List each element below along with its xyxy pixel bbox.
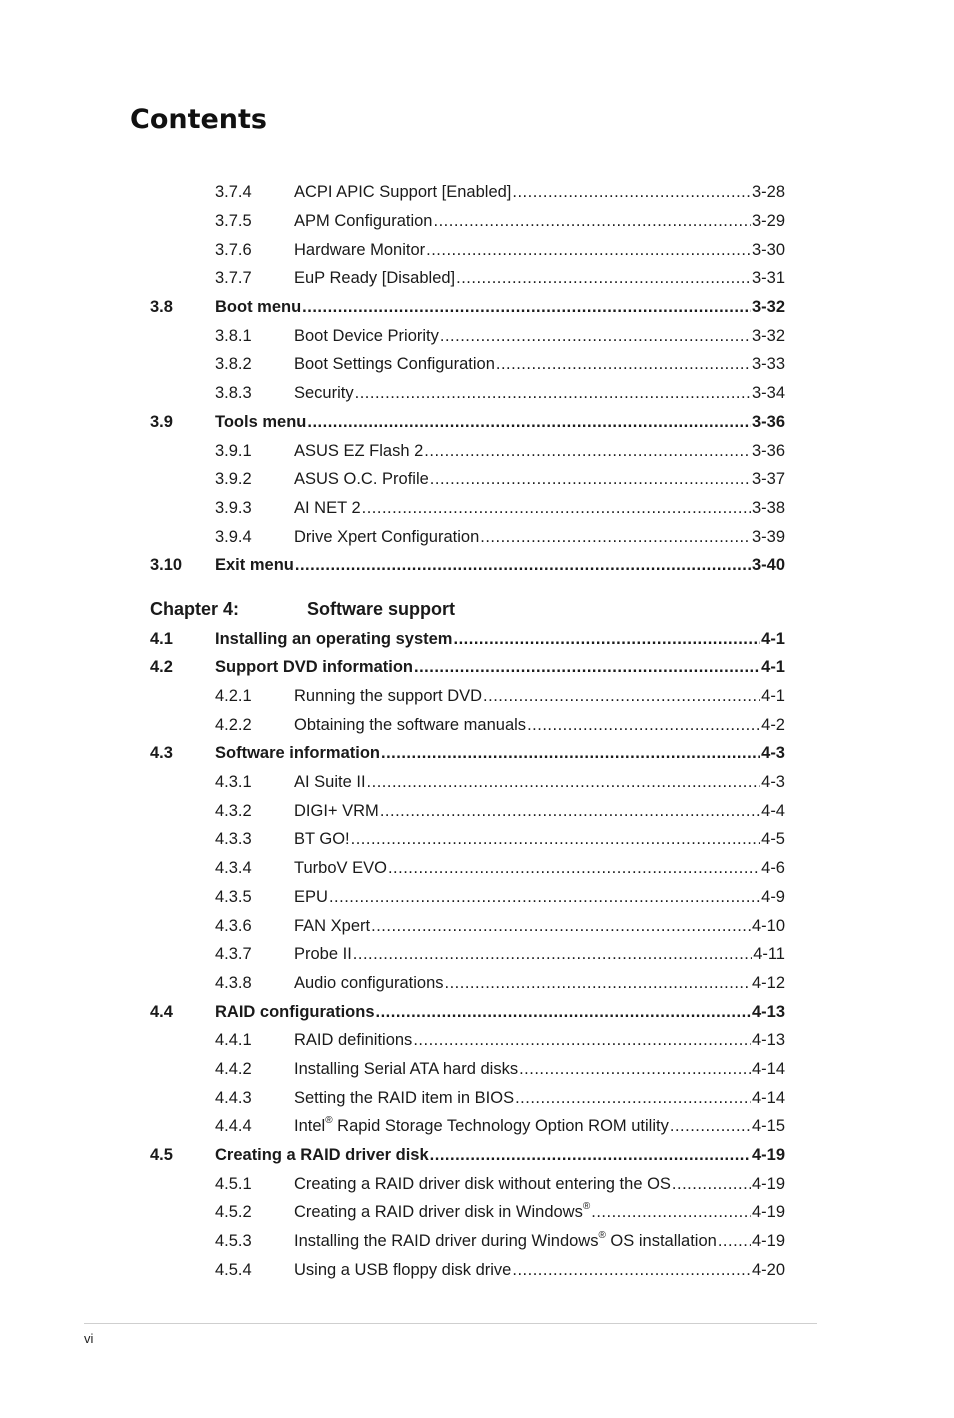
toc-entry-number: 4.3.5 [215, 888, 252, 906]
toc-entry-page: 4-6 [761, 859, 785, 877]
footer-divider [84, 1323, 817, 1324]
toc-entry-title: ASUS EZ Flash 2 [294, 442, 424, 460]
toc-entry-title-part: Intel [294, 1117, 326, 1135]
toc-entry-number: 4.3.2 [215, 802, 252, 820]
toc-section-number: 4.1 [150, 630, 173, 648]
registered-mark: ® [582, 1200, 591, 1212]
toc-section[interactable] [150, 742, 785, 764]
toc-entry-page: 3-32 [751, 327, 785, 345]
toc-section-number: 4.2 [150, 658, 173, 676]
toc-section[interactable] [150, 296, 785, 318]
toc-section-page: 3-32 [751, 298, 785, 316]
dot-leader [381, 742, 760, 764]
toc-entry[interactable] [215, 828, 785, 850]
toc-entry-title: AI Suite II [294, 773, 366, 791]
dot-leader [430, 1144, 751, 1166]
toc-entry-title: Obtaining the software manuals [294, 716, 527, 734]
toc-entry-number: 3.9.1 [215, 442, 252, 460]
toc-entry[interactable] [215, 886, 785, 908]
toc-entry-title: BT GO! [294, 830, 350, 848]
toc-entry-number: 4.3.1 [215, 773, 252, 791]
toc-entry-number: 4.3.6 [215, 917, 252, 935]
toc-entry-title: Drive Xpert Configuration [294, 528, 480, 546]
dot-leader [307, 411, 751, 433]
toc-entry-title: Running the support DVD [294, 687, 483, 705]
toc-entry-title: AI NET 2 [294, 499, 361, 517]
toc-entry-number: 3.9.2 [215, 470, 252, 488]
footer-page-number: vi [84, 1331, 94, 1346]
toc-section-number: 3.8 [150, 298, 173, 316]
toc-entry-number: 3.7.4 [215, 183, 252, 201]
dot-leader [453, 628, 760, 650]
toc-entry-title: Boot Settings Configuration [294, 355, 495, 373]
toc-entry-page: 4-9 [761, 888, 785, 906]
toc-entry-page: 4-20 [751, 1261, 785, 1279]
toc-section-page: 4-1 [761, 658, 785, 676]
dot-leader [426, 239, 751, 261]
toc-entry-page: 4-1 [761, 687, 785, 705]
toc-entry-page: 4-14 [751, 1060, 785, 1078]
toc-section-title: Tools menu [215, 413, 307, 431]
toc-entry-number: 4.4.3 [215, 1089, 252, 1107]
dot-leader [424, 440, 751, 462]
toc-entry[interactable] [215, 1115, 785, 1137]
toc-entry-number: 3.7.6 [215, 241, 252, 259]
toc-section-number: 4.4 [150, 1003, 173, 1021]
dot-leader [456, 267, 751, 289]
dot-leader [353, 943, 752, 965]
toc-entry[interactable] [215, 440, 785, 462]
toc-section-page: 4-13 [751, 1003, 785, 1021]
toc-section-number: 3.10 [150, 556, 183, 574]
chapter-heading[interactable] [150, 597, 455, 621]
toc-entry-page: 3-29 [751, 212, 785, 230]
toc-entry[interactable] [215, 943, 785, 965]
toc-entry[interactable] [215, 325, 785, 347]
toc-entry-number: 3.8.2 [215, 355, 252, 373]
dot-leader [434, 210, 751, 232]
toc-entry-title: Audio configurations [294, 974, 444, 992]
toc-entry-title: EPU [294, 888, 328, 906]
toc-entry-page: 4-10 [751, 917, 785, 935]
toc-entry[interactable] [215, 972, 785, 994]
toc-entry[interactable] [215, 353, 785, 375]
dot-leader [527, 714, 760, 736]
toc-entry-page: 4-19 [751, 1232, 785, 1250]
dot-leader [371, 915, 751, 937]
toc-entry-number: 4.5.1 [215, 1175, 252, 1193]
dot-leader [672, 1173, 751, 1195]
dot-leader [480, 526, 751, 548]
dot-leader [519, 1058, 751, 1080]
toc-entry-number: 4.5.3 [215, 1232, 252, 1250]
toc-section-title: Installing an operating system [215, 630, 453, 648]
toc-entry[interactable] [215, 685, 785, 707]
toc-section[interactable] [150, 411, 785, 433]
toc-entry-page: 4-2 [761, 716, 785, 734]
toc-entry-number: 4.3.8 [215, 974, 252, 992]
dot-leader [430, 468, 751, 490]
page-title: Contents [130, 104, 268, 135]
toc-entry-page: 4-19 [751, 1203, 785, 1221]
toc-entry-title: ASUS O.C. Profile [294, 470, 429, 488]
dot-leader [414, 656, 760, 678]
toc-section[interactable] [150, 656, 785, 678]
toc-entry-title: DIGI+ VRM [294, 802, 379, 820]
toc-entry-title-part: Creating a RAID driver disk in Windows [294, 1203, 583, 1221]
dot-leader [367, 771, 761, 793]
toc-entry-page: 4-4 [761, 802, 785, 820]
toc-entry[interactable] [215, 800, 785, 822]
dot-leader [302, 296, 751, 318]
toc-entry-number: 4.3.3 [215, 830, 252, 848]
toc-entry-title: TurboV EVO [294, 859, 387, 877]
registered-mark: ® [598, 1229, 606, 1241]
toc-entry-page: 3-30 [751, 241, 785, 259]
toc-entry-page: 3-37 [751, 470, 785, 488]
toc-entry[interactable] [215, 210, 785, 232]
toc-entry-title: Installing Serial ATA hard disks [294, 1060, 519, 1078]
toc-section[interactable] [150, 1001, 785, 1023]
toc-section-number: 4.3 [150, 744, 173, 762]
toc-entry[interactable] [215, 267, 785, 289]
toc-entry-page: 3-39 [751, 528, 785, 546]
toc-entry-page: 4-15 [751, 1117, 785, 1135]
chapter-number: Chapter 4: [150, 599, 240, 619]
toc-entry-page: 4-12 [751, 974, 785, 992]
toc-entry-title [294, 1230, 717, 1252]
dot-leader [388, 857, 760, 879]
toc-entry-number: 3.8.1 [215, 327, 252, 345]
toc-entry-title: Hardware Monitor [294, 241, 426, 259]
toc-entry-page: 3-34 [751, 384, 785, 402]
dot-leader [362, 497, 751, 519]
toc-entry[interactable] [215, 915, 785, 937]
toc-entry[interactable] [215, 714, 785, 736]
toc-section-page: 3-36 [751, 413, 785, 431]
toc-entry[interactable] [215, 1058, 785, 1080]
toc-entry-title: EuP Ready [Disabled] [294, 269, 456, 287]
toc-entry-title: Probe II [294, 945, 352, 963]
toc-entry[interactable] [215, 1230, 785, 1252]
toc-entry-page: 3-38 [751, 499, 785, 517]
dot-leader [496, 353, 751, 375]
toc-entry[interactable] [215, 526, 785, 548]
toc-section-title: Exit menu [215, 556, 294, 574]
toc-entry-title: FAN Xpert [294, 917, 371, 935]
toc-entry-number: 4.4.1 [215, 1031, 252, 1049]
toc-entry[interactable] [215, 468, 785, 490]
toc-entry-number: 4.3.4 [215, 859, 252, 877]
dot-leader [512, 181, 751, 203]
toc-section-page: 4-3 [761, 744, 785, 762]
dot-leader [670, 1115, 751, 1137]
toc-section-title: Creating a RAID driver disk [215, 1146, 429, 1164]
toc-entry-number: 4.2.1 [215, 687, 252, 705]
toc-section[interactable] [150, 628, 785, 650]
toc-entry-title-part: Rapid Storage Technology Option ROM utility [332, 1117, 669, 1135]
dot-leader [413, 1029, 751, 1051]
toc-section-page: 4-19 [751, 1146, 785, 1164]
toc-entry-title [294, 1201, 590, 1223]
toc-section-page: 3-40 [751, 556, 785, 574]
toc-entry[interactable] [215, 1259, 785, 1281]
dot-leader [445, 972, 751, 994]
toc-section-title: RAID configurations [215, 1003, 375, 1021]
toc-entry-number: 4.4.4 [215, 1117, 252, 1135]
toc-entry-number: 4.3.7 [215, 945, 252, 963]
dot-leader [515, 1087, 751, 1109]
dot-leader [329, 886, 760, 908]
toc-entry-page: 4-11 [753, 945, 785, 963]
toc-entry[interactable] [215, 771, 785, 793]
toc-entry-page: 3-31 [751, 269, 785, 287]
toc-entry[interactable] [215, 1201, 785, 1223]
toc-section-title: Support DVD information [215, 658, 413, 676]
toc-entry[interactable] [215, 181, 785, 203]
toc-entry-page: 4-13 [751, 1031, 785, 1049]
toc-entry-title: Setting the RAID item in BIOS [294, 1089, 515, 1107]
toc-entry-number: 3.9.4 [215, 528, 252, 546]
toc-section-title: Software information [215, 744, 381, 762]
toc-entry-page: 4-14 [751, 1089, 785, 1107]
chapter-title: Software support [307, 599, 456, 619]
toc-entry[interactable] [215, 382, 785, 404]
toc-entry[interactable] [215, 239, 785, 261]
toc-section[interactable] [150, 554, 785, 576]
toc-entry-title: APM Configuration [294, 212, 433, 230]
toc-entry[interactable] [215, 1173, 785, 1195]
dot-leader [351, 828, 761, 850]
toc-entry-page: 3-36 [751, 442, 785, 460]
toc-entry-number: 3.8.3 [215, 384, 252, 402]
dot-leader [380, 800, 760, 822]
dot-leader [376, 1001, 751, 1023]
toc-entry-number: 4.5.2 [215, 1203, 252, 1221]
toc-entry[interactable] [215, 1087, 785, 1109]
toc-entry-title: Using a USB floppy disk drive [294, 1261, 512, 1279]
toc-section-page: 4-1 [761, 630, 785, 648]
registered-mark: ® [325, 1114, 333, 1126]
dot-leader [355, 382, 751, 404]
toc-entry-title: RAID definitions [294, 1031, 413, 1049]
toc-entry-number: 4.5.4 [215, 1261, 252, 1279]
toc-entry-number: 3.7.5 [215, 212, 252, 230]
dot-leader [591, 1201, 751, 1223]
toc-entry[interactable] [215, 857, 785, 879]
toc-entry[interactable] [215, 1029, 785, 1051]
dot-leader [718, 1230, 751, 1252]
toc-entry-page: 4-3 [761, 773, 785, 791]
toc-section[interactable] [150, 1144, 785, 1166]
toc-entry[interactable] [215, 497, 785, 519]
toc-entry-title: Security [294, 384, 354, 402]
dot-leader [295, 554, 751, 576]
toc-section-number: 3.9 [150, 413, 173, 431]
toc-entry-page: 4-5 [761, 830, 785, 848]
dot-leader [440, 325, 751, 347]
dot-leader [512, 1259, 751, 1281]
toc-entry-page: 3-33 [751, 355, 785, 373]
toc-section-title: Boot menu [215, 298, 302, 316]
toc-entry-title-part: Installing the RAID driver during Windows [294, 1232, 599, 1250]
toc-section-number: 4.5 [150, 1146, 173, 1164]
toc-entry-title: ACPI APIC Support [Enabled] [294, 183, 512, 201]
dot-leader [483, 685, 760, 707]
toc-entry-number: 4.2.2 [215, 716, 252, 734]
toc-entry-page: 3-28 [751, 183, 785, 201]
toc-entry-number: 4.4.2 [215, 1060, 252, 1078]
toc-entry-page: 4-19 [751, 1175, 785, 1193]
toc-entry-title-part: OS installation [605, 1232, 717, 1250]
toc-entry-title: Boot Device Priority [294, 327, 439, 345]
toc-entry-title [294, 1115, 669, 1137]
toc-entry-number: 3.9.3 [215, 499, 252, 517]
toc-entry-number: 3.7.7 [215, 269, 252, 287]
toc-entry-title: Creating a RAID driver disk without entering the OS [294, 1175, 671, 1193]
